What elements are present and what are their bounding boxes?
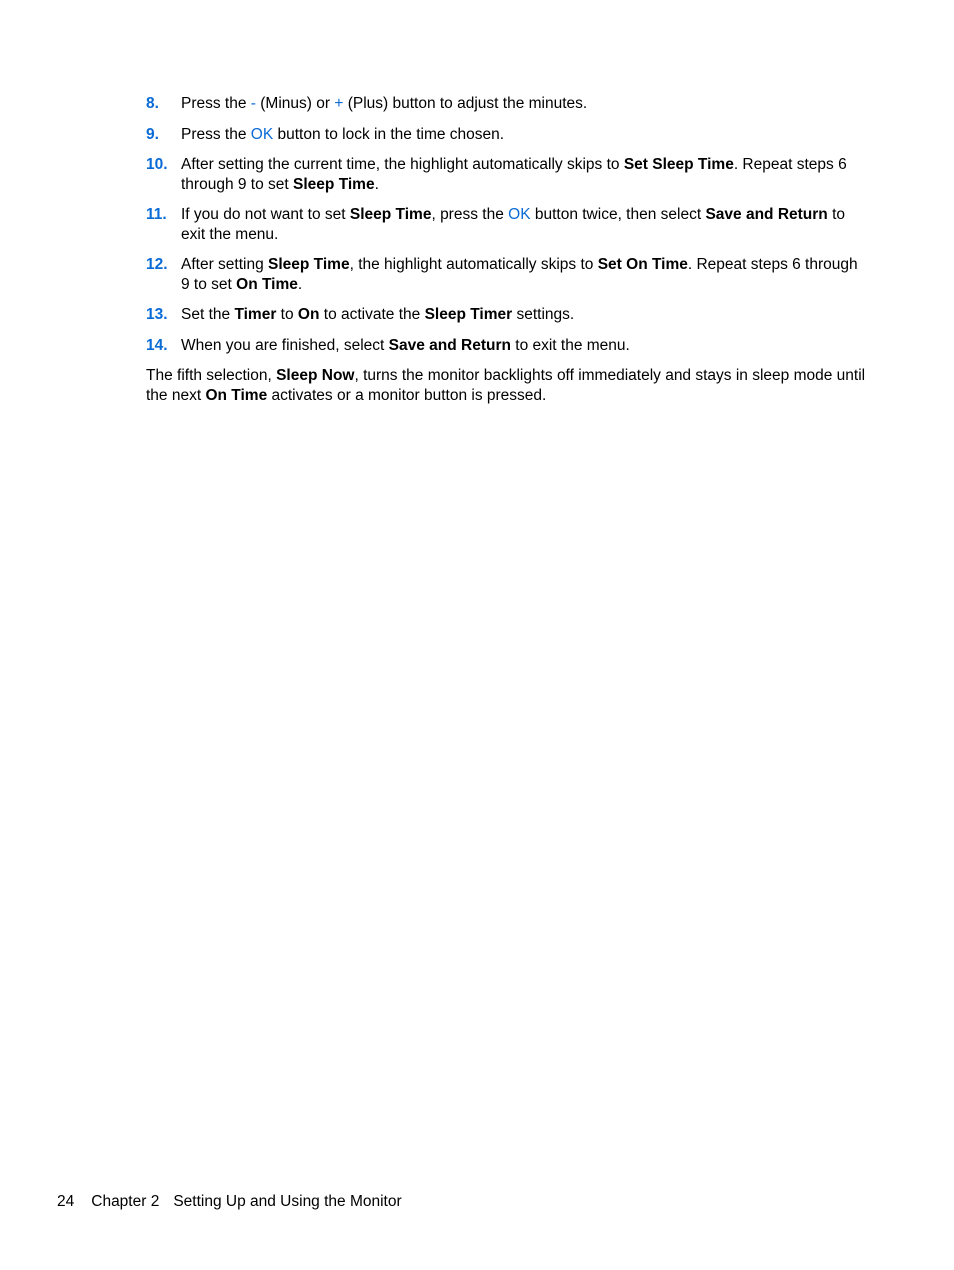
step-number: 9. bbox=[146, 125, 159, 143]
chapter-title: Setting Up and Using the Monitor bbox=[173, 1193, 402, 1210]
text-run: Set the bbox=[181, 306, 235, 323]
step-number: 8. bbox=[146, 95, 159, 112]
step-text bbox=[181, 126, 504, 143]
text-run: When you are finished, select bbox=[181, 336, 389, 354]
step-text bbox=[181, 337, 630, 354]
text-run: , the highlight automatically skips to bbox=[349, 256, 598, 273]
text-run: . bbox=[374, 175, 379, 193]
text-run: to bbox=[276, 306, 298, 323]
text-run: If you do not want to set bbox=[181, 206, 350, 223]
bold-term: Save and Return bbox=[388, 336, 511, 354]
step-text bbox=[181, 156, 847, 193]
text-run: activates or a monitor button is pressed. bbox=[267, 386, 547, 404]
bold-term: Sleep Now bbox=[276, 367, 355, 384]
text-run: button to lock in the time chosen. bbox=[273, 125, 505, 143]
step-item bbox=[146, 125, 866, 145]
text-run: , press the bbox=[431, 206, 509, 223]
button-reference: + bbox=[334, 95, 344, 112]
sleep-now-paragraph bbox=[146, 366, 866, 405]
step-text bbox=[181, 95, 587, 112]
button-reference: - bbox=[250, 95, 256, 112]
bold-term: Set Sleep Time bbox=[623, 156, 734, 173]
text-run: Press the bbox=[181, 125, 251, 143]
step-number: 12. bbox=[146, 256, 168, 273]
step-item bbox=[146, 336, 866, 356]
step-list bbox=[146, 94, 866, 366]
page-footer bbox=[57, 1192, 402, 1212]
step-number: 11. bbox=[146, 206, 167, 223]
bold-term: Sleep Time bbox=[293, 175, 375, 193]
step-number: 14. bbox=[146, 336, 168, 354]
bold-term: Sleep Timer bbox=[424, 306, 513, 323]
text-run: . bbox=[297, 275, 303, 293]
button-reference: OK bbox=[250, 125, 274, 143]
bold-term: Save and Return bbox=[705, 206, 828, 223]
step-item bbox=[146, 205, 866, 244]
page-number: 24 bbox=[57, 1193, 75, 1210]
text-run: to exit the menu. bbox=[510, 336, 630, 354]
bold-term: On Time bbox=[205, 386, 268, 404]
text-run: (Plus) button to adjust the minutes. bbox=[343, 95, 588, 112]
bold-term: Set On Time bbox=[597, 256, 688, 273]
step-text bbox=[181, 256, 858, 293]
text-run: . Repeat steps 6 through 9 to set bbox=[181, 156, 847, 193]
bold-term: On bbox=[297, 306, 320, 323]
button-reference: OK bbox=[508, 206, 531, 223]
step-text bbox=[181, 206, 845, 243]
step-number: 10. bbox=[146, 156, 168, 173]
bold-term: Sleep Time bbox=[268, 256, 350, 273]
step-item bbox=[146, 305, 866, 325]
text-run: After setting the current time, the highlight automatically skips to bbox=[181, 156, 624, 173]
text-run: Press the bbox=[181, 95, 251, 112]
step-item bbox=[146, 155, 866, 194]
text-run: button twice, then select bbox=[530, 206, 706, 223]
text-run: (Minus) or bbox=[255, 95, 335, 112]
step-item bbox=[146, 255, 866, 294]
bold-term: Timer bbox=[234, 306, 277, 323]
step-number: 13. bbox=[146, 306, 168, 323]
text-run: . Repeat steps 6 through 9 to set bbox=[181, 256, 858, 293]
chapter-label: Chapter 2 bbox=[91, 1193, 160, 1210]
text-run: to exit the menu. bbox=[181, 206, 845, 243]
text-run: to activate the bbox=[319, 306, 425, 323]
text-run: The fifth selection, bbox=[146, 367, 277, 384]
step-text bbox=[181, 306, 574, 323]
text-run: settings. bbox=[512, 306, 575, 323]
text-run: , turns the monitor backlights off immediately and stays in sleep mode until the next bbox=[146, 367, 866, 404]
bold-term: Sleep Time bbox=[349, 206, 432, 223]
step-item bbox=[146, 94, 866, 114]
bold-term: On Time bbox=[236, 275, 298, 293]
text-run: After setting bbox=[181, 256, 269, 273]
